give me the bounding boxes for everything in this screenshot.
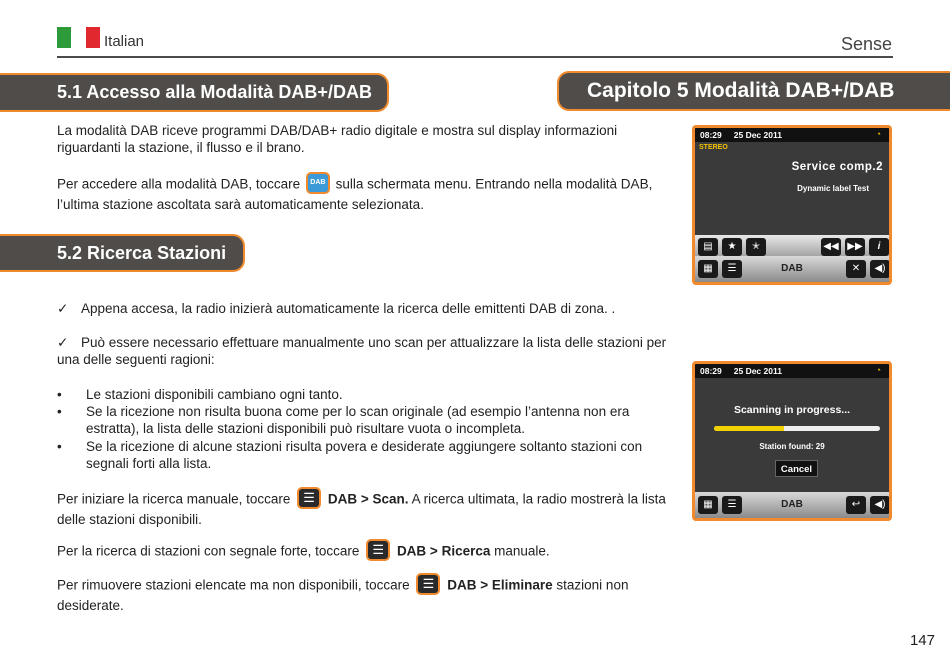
paragraph-remove-b: stazioni non desiderate. xyxy=(57,577,629,613)
header-divider xyxy=(57,56,893,58)
mode-label: DAB xyxy=(781,263,803,274)
back-icon: ↩ xyxy=(846,496,866,514)
star-add-icon: ✭ xyxy=(746,238,766,256)
volume-icon: ◀) xyxy=(870,496,890,514)
paragraph-intro: La modalità DAB riceve programmi DAB/DAB+ radio digitale e mostra sul display informazioni riguardanti la stazione, il flusso e il brano. xyxy=(57,123,618,155)
status-bar xyxy=(695,128,889,142)
paragraph-access xyxy=(57,174,682,213)
menu-list-icon: ☰ xyxy=(722,260,742,278)
info-icon: i xyxy=(869,238,889,256)
volume-icon: ◀) xyxy=(870,260,890,278)
bullet-item-2-text: Se la ricezione non risulta buona come per lo scan originale (ad esempio l’antenna non era estratta), la lista delle stazioni disponibili può risultare vuota o incompleta. xyxy=(86,404,630,436)
paragraph-access-b: sulla schermata menu. Entrando nella modalità DAB, l’ultima stazione ascoltata sarà automaticamente selezionata. xyxy=(57,176,653,212)
scan-progress-fill xyxy=(714,426,784,431)
date: 25 Dec 2011 xyxy=(733,366,782,376)
shuffle-icon: ✕ xyxy=(846,260,866,278)
scan-status: Scanning in progress... xyxy=(733,404,851,416)
menu-list-icon: ☰ xyxy=(297,487,321,509)
forward-icon: ▶▶ xyxy=(845,238,865,256)
dab-icon: DAB xyxy=(306,172,330,194)
paragraph-scan xyxy=(57,489,682,528)
check-item-2 xyxy=(57,334,682,368)
bottom-bar xyxy=(695,256,889,282)
cancel-button: Cancel xyxy=(775,460,818,477)
dab-playback-screenshot xyxy=(692,125,892,285)
check-item-1-text: Appena accesa, la radio inizierà automaticamente la ricerca delle emittenti DAB di zona. . xyxy=(81,301,616,316)
section-5-1-heading: 5.1 Accesso alla Modalità DAB+/DAB xyxy=(0,73,389,112)
section-5-2-heading: 5.2 Ricerca Stazioni xyxy=(0,234,245,272)
paragraph-strong-bold: DAB > Ricerca xyxy=(396,543,491,559)
paragraph-remove xyxy=(57,575,682,614)
paragraph-scan-b: A ricerca ultimata, la radio mostrerà la lista delle stazioni disponibili. xyxy=(57,491,666,527)
date: 25 Dec 2011 xyxy=(733,130,782,140)
service-name: Service comp.2 xyxy=(791,161,883,173)
wifi-icon: ◔ xyxy=(875,365,881,375)
bullet-icon: • xyxy=(57,387,62,402)
paragraph-strong-a: Per la ricerca di stazioni con segnale forte, toccare xyxy=(57,543,360,559)
bullet-item-1-text: Le stazioni disponibili cambiano ogni tanto. xyxy=(86,387,343,402)
check-item-2-text: Può essere necessario effettuare manualmente uno scan per attualizzare la lista delle stazioni per una delle seguenti ragioni: xyxy=(57,335,667,367)
star-icon: ★ xyxy=(722,238,742,256)
menu-list-icon: ☰ xyxy=(416,573,440,595)
book-icon: ▤ xyxy=(698,238,718,256)
clock: 08:29 xyxy=(700,130,722,140)
dab-scan-screenshot xyxy=(692,361,892,521)
stations-found: Station found: 29 xyxy=(759,442,825,451)
stereo-indicator: STEREO xyxy=(699,144,728,151)
paragraph-remove-a: Per rimuovere stazioni elencate ma non disponibili, toccare xyxy=(57,577,410,593)
brand-label: Sense xyxy=(840,34,892,54)
grid-icon: ▦ xyxy=(698,260,718,278)
paragraph-strong-b: manuale. xyxy=(494,543,550,559)
flag-red xyxy=(86,27,100,48)
paragraph-access-a: Per accedere alla modalità DAB, toccare xyxy=(57,176,301,192)
wifi-icon: ◔ xyxy=(875,129,881,139)
mode-label: DAB xyxy=(781,499,803,510)
paragraph-remove-bold: DAB > Eliminare xyxy=(447,577,553,593)
scan-progress-bar xyxy=(714,426,880,431)
bullet-icon: • xyxy=(57,404,62,419)
language-label: Italian xyxy=(104,33,145,50)
check-icon: ✓ xyxy=(57,335,69,350)
rewind-icon: ◀◀ xyxy=(821,238,841,256)
paragraph-scan-bold: DAB > Scan. xyxy=(327,491,409,507)
page-number: 147 xyxy=(909,632,935,649)
menu-list-icon: ☰ xyxy=(722,496,742,514)
bottom-bar xyxy=(695,492,889,518)
check-item-1 xyxy=(57,300,682,317)
italian-flag xyxy=(57,27,100,48)
menu-list-icon: ☰ xyxy=(366,539,390,561)
paragraph-strong-search xyxy=(57,541,682,563)
chapter-heading: Capitolo 5 Modalità DAB+/DAB xyxy=(557,71,950,111)
status-bar xyxy=(695,364,889,378)
bullet-icon: • xyxy=(57,439,62,454)
bullet-item-3-text: Se la ricezione di alcune stazioni risulta povera e desiderate aggiungere soltanto stazioni con segnali forti alla lista. xyxy=(86,439,643,471)
flag-white xyxy=(71,27,85,48)
paragraph-scan-a: Per iniziare la ricerca manuale, toccare xyxy=(57,491,291,507)
check-icon: ✓ xyxy=(57,301,69,316)
flag-green xyxy=(57,27,71,48)
clock: 08:29 xyxy=(700,366,722,376)
dynamic-label: Dynamic label Test xyxy=(797,184,869,193)
grid-icon: ▦ xyxy=(698,496,718,514)
